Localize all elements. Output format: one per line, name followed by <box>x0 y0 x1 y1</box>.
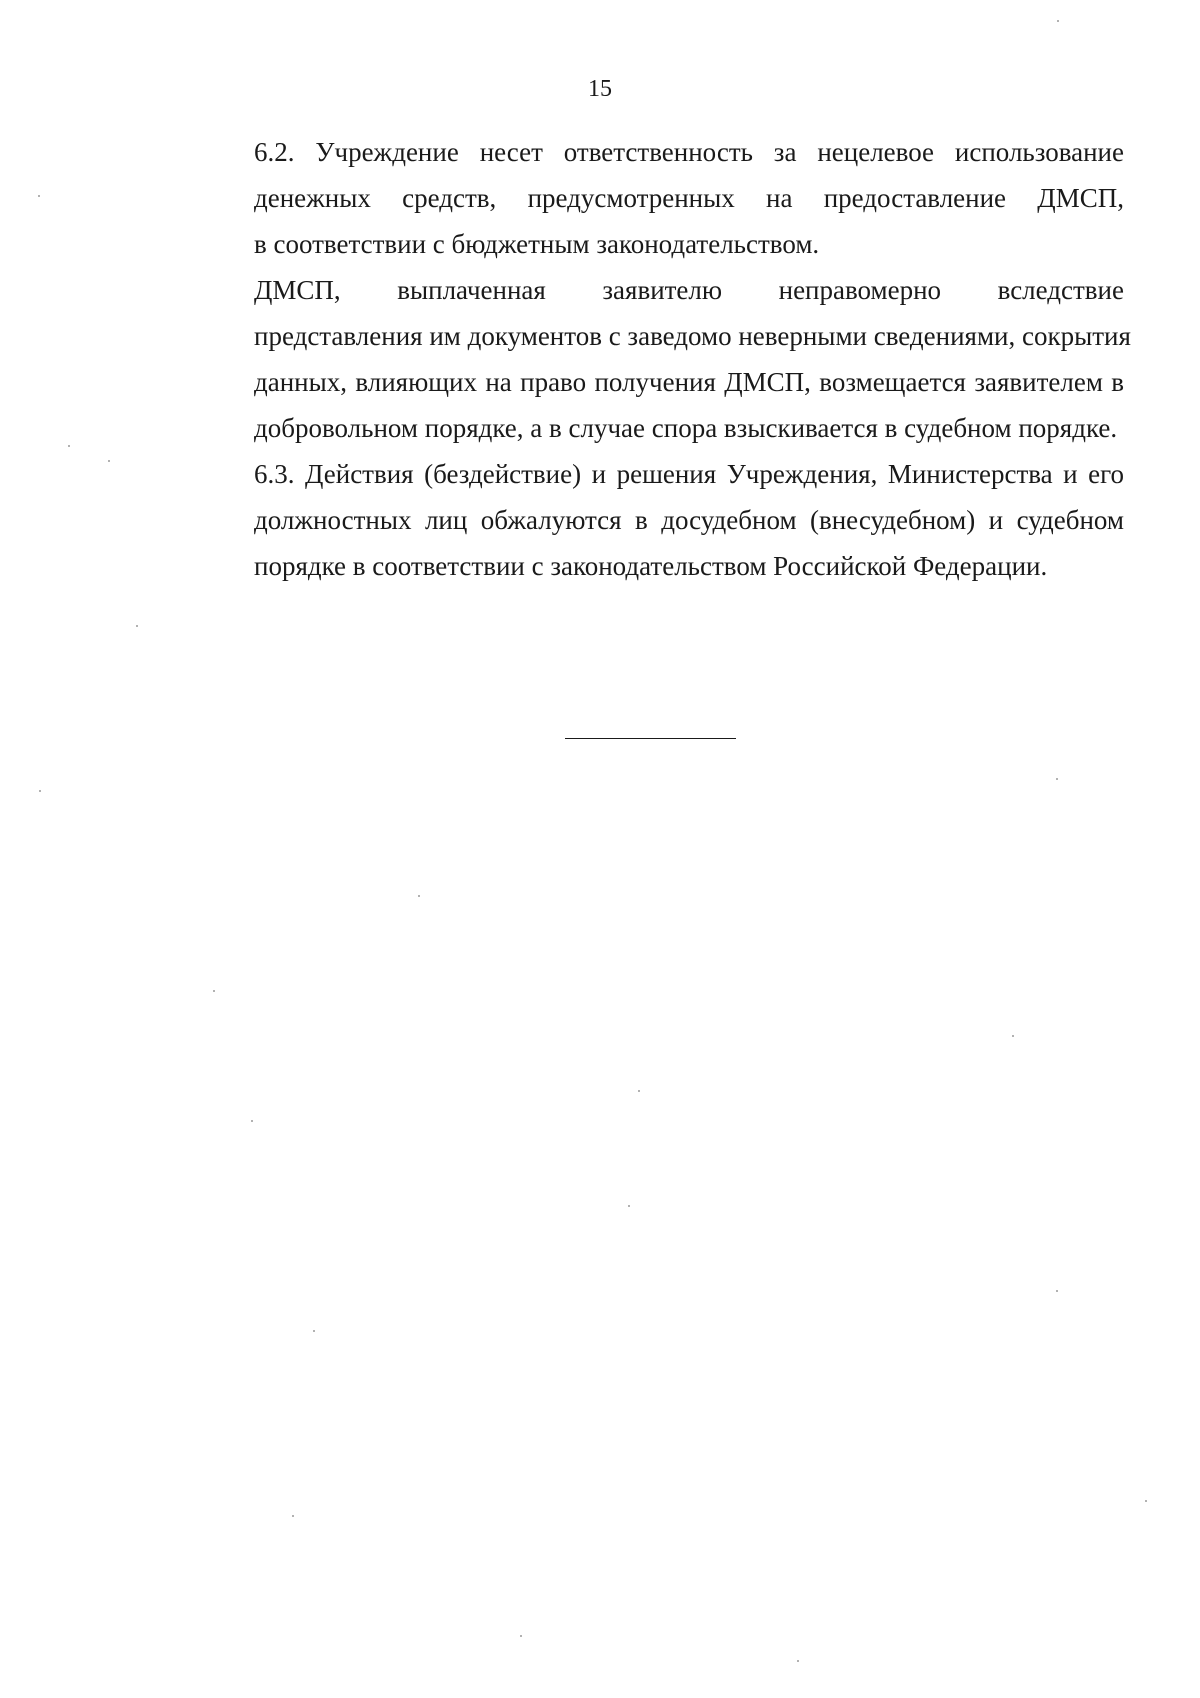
text-line: денежных средств, предусмотренных на предоставление ДМСП, <box>254 183 1124 213</box>
scan-speck <box>1057 20 1059 22</box>
text-line: порядке в соответствии с законодательством Российской Федерации. <box>254 551 1048 581</box>
scan-speck <box>418 895 420 897</box>
scan-speck <box>520 1635 522 1637</box>
text-line: данных, влияющих на право получения ДМСП, возмещается заявителем в <box>254 367 1124 397</box>
document-body <box>183 129 1131 589</box>
scan-speck <box>1056 1290 1058 1292</box>
scan-speck <box>628 1205 630 1207</box>
scan-speck <box>638 1090 640 1092</box>
paragraph-6-2 <box>183 129 1124 267</box>
text-line: в соответствии с бюджетным законодательством. <box>254 229 820 259</box>
scan-speck <box>108 460 110 462</box>
scan-speck <box>251 1120 253 1122</box>
scan-speck <box>292 1515 294 1517</box>
scan-speck <box>1012 1035 1014 1037</box>
page-number: 15 <box>588 76 612 102</box>
scan-speck <box>1056 778 1058 780</box>
scan-speck <box>313 1330 315 1332</box>
text-line: ДМСП, выплаченная заявителю неправомерно вследствие <box>254 275 1124 305</box>
scan-speck <box>39 790 41 792</box>
scan-speck <box>68 445 70 447</box>
end-separator-line <box>565 738 736 739</box>
scan-speck <box>1145 1500 1147 1502</box>
scan-speck <box>136 625 138 627</box>
scan-speck <box>38 195 40 197</box>
text-line: добровольном порядке, а в случае спора взыскивается в судебном порядке. <box>254 413 1118 443</box>
text-line: должностных лиц обжалуются в досудебном (внесудебном) и судебном <box>254 505 1124 535</box>
text-line: 6.2. Учреждение несет ответственность за нецелевое использование <box>254 137 1124 167</box>
text-line: представления им документов с заведомо неверными сведениями, сокрытия <box>254 321 1131 351</box>
paragraph-6-3 <box>183 451 1124 589</box>
scan-speck <box>213 990 215 992</box>
text-line: 6.3. Действия (бездействие) и решения Учреждения, Министерства и его <box>254 459 1124 489</box>
scan-speck <box>797 1660 799 1662</box>
paragraph-dmsp-recovery <box>183 267 1131 451</box>
